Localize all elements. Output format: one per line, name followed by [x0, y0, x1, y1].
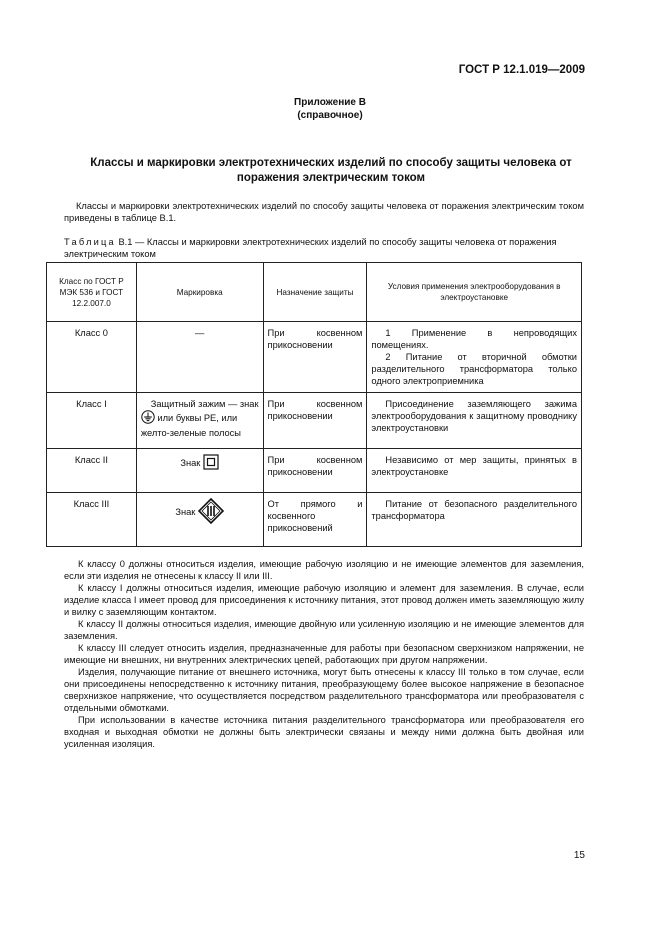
marking-text: или буквы РЕ, или — [157, 412, 238, 423]
cell-marking — [136, 493, 263, 547]
document-code: ГОСТ Р 12.1.019—2009 — [458, 64, 585, 76]
cell-conditions — [367, 322, 582, 393]
marking-text: Знак — [180, 457, 201, 468]
table-caption-text: В.1 — Классы и маркировки электротехнических изделий по способу защиты человека от поражения электрическим током — [64, 237, 557, 259]
class-iii-symbol-icon — [198, 498, 224, 527]
table-caption — [64, 236, 584, 260]
marking-text: Знак — [175, 506, 196, 517]
marking-line-3: желто-зеленые полосы — [140, 428, 241, 438]
double-insulation-icon — [203, 454, 219, 473]
cell-conditions — [367, 493, 582, 547]
cell-purpose: При косвенном прикосновении — [263, 322, 367, 393]
condition-line: 2 Питание от вторичной обмотки разделительного трансформатора только одного электроприемника — [371, 352, 577, 386]
paragraph: При использовании в качестве источника питания разделительного трансформатора или преобразователя его входная и выходная обмотки не должны быть электрически связаны и между ними должна быть двойная или усиленная изоляция. — [64, 715, 584, 749]
condition-line: Присоединение заземляющего зажима электрооборудования к защитному проводнику электроустановки — [371, 399, 577, 433]
main-title: Классы и маркировки электротехнических изделий по способу защиты человека от поражения электрическим током — [90, 157, 572, 184]
paragraph: К классу III следует относить изделия, предназначенные для работы при безопасном сверхнизком напряжении, не имеющие ни внешних, ни внутренних электрических цепей, работающих при другом напряжении. — [64, 643, 584, 665]
appendix-subtitle: (справочное) — [297, 110, 363, 121]
appendix-title: Приложение В — [294, 97, 366, 108]
paragraph: К классу I должны относиться изделия, имеющие рабочую изоляцию и элемент для заземления. В случае, если изделие класса I имеет провод для присоединения к источнику питания, этот провод должен иметь заземляющую жилу и вилку с заземляющим контактом. — [64, 583, 584, 617]
header-purpose: Назначение защиты — [263, 263, 367, 322]
condition-line: 1 Применение в непроводящих помещениях. — [371, 328, 577, 350]
marking-line-2 — [141, 410, 259, 427]
table-row — [47, 449, 582, 493]
condition-line: Питание от безопасного разделительного трансформатора — [371, 499, 577, 521]
page-number: 15 — [573, 850, 585, 861]
header-class: Класс по ГОСТ Р МЭК 536 и ГОСТ 12.2.007.0 — [47, 263, 137, 322]
appendix-heading — [180, 96, 480, 122]
cell-marking — [136, 393, 263, 449]
marking-line-1: Защитный зажим — знак — [150, 399, 259, 409]
paragraph: К классу 0 должны относиться изделия, имеющие рабочую изоляцию и не имеющие элементов для заземления, если эти изделия не отнесены к классу II или III. — [64, 559, 584, 581]
table-header-row — [47, 263, 582, 322]
cell-class: Класс II — [47, 449, 137, 493]
cell-conditions — [367, 393, 582, 449]
cell-purpose: От прямого и косвенного прикосновений — [263, 493, 367, 547]
header-marking: Маркировка — [136, 263, 263, 322]
cell-marking: — — [136, 322, 263, 393]
condition-line: Независимо от мер защиты, принятых в электроустановке — [371, 455, 577, 477]
table-caption-label: Таблица — [64, 237, 116, 247]
paragraph: Изделия, получающие питание от внешнего источника, могут быть отнесены к классу III только в том случае, если они присоединены непосредственно к источнику питания, преобразующему более высокое напряжение в безопасное сверхнизкое напряжение, что осуществляется посредством разделительного трансформатора или преобразователя с отдельными обмотками. — [64, 667, 584, 713]
table-row — [47, 393, 582, 449]
header-conditions: Условия применения электрооборудования в электроустановке — [367, 263, 582, 322]
cell-class: Класс I — [47, 393, 137, 449]
cell-class: Класс 0 — [47, 322, 137, 393]
cell-marking — [136, 449, 263, 493]
cell-class: Класс III — [47, 493, 137, 547]
table-row — [47, 322, 582, 393]
intro-paragraph: Классы и маркировки электротехнических изделий по способу защиты человека от поражения электрическим током приведены в таблице В.1. — [64, 201, 584, 223]
ground-symbol-icon — [141, 410, 155, 427]
body-paragraphs — [64, 558, 584, 750]
table-row — [47, 493, 582, 547]
cell-purpose: При косвенном прикосновении — [263, 393, 367, 449]
paragraph: К классу II должны относиться изделия, имеющие двойную или усиленную изоляцию и не имеющие элементов для заземления. — [64, 619, 584, 641]
cell-conditions — [367, 449, 582, 493]
cell-purpose: При косвенном прикосновении — [263, 449, 367, 493]
classes-table — [46, 262, 582, 547]
